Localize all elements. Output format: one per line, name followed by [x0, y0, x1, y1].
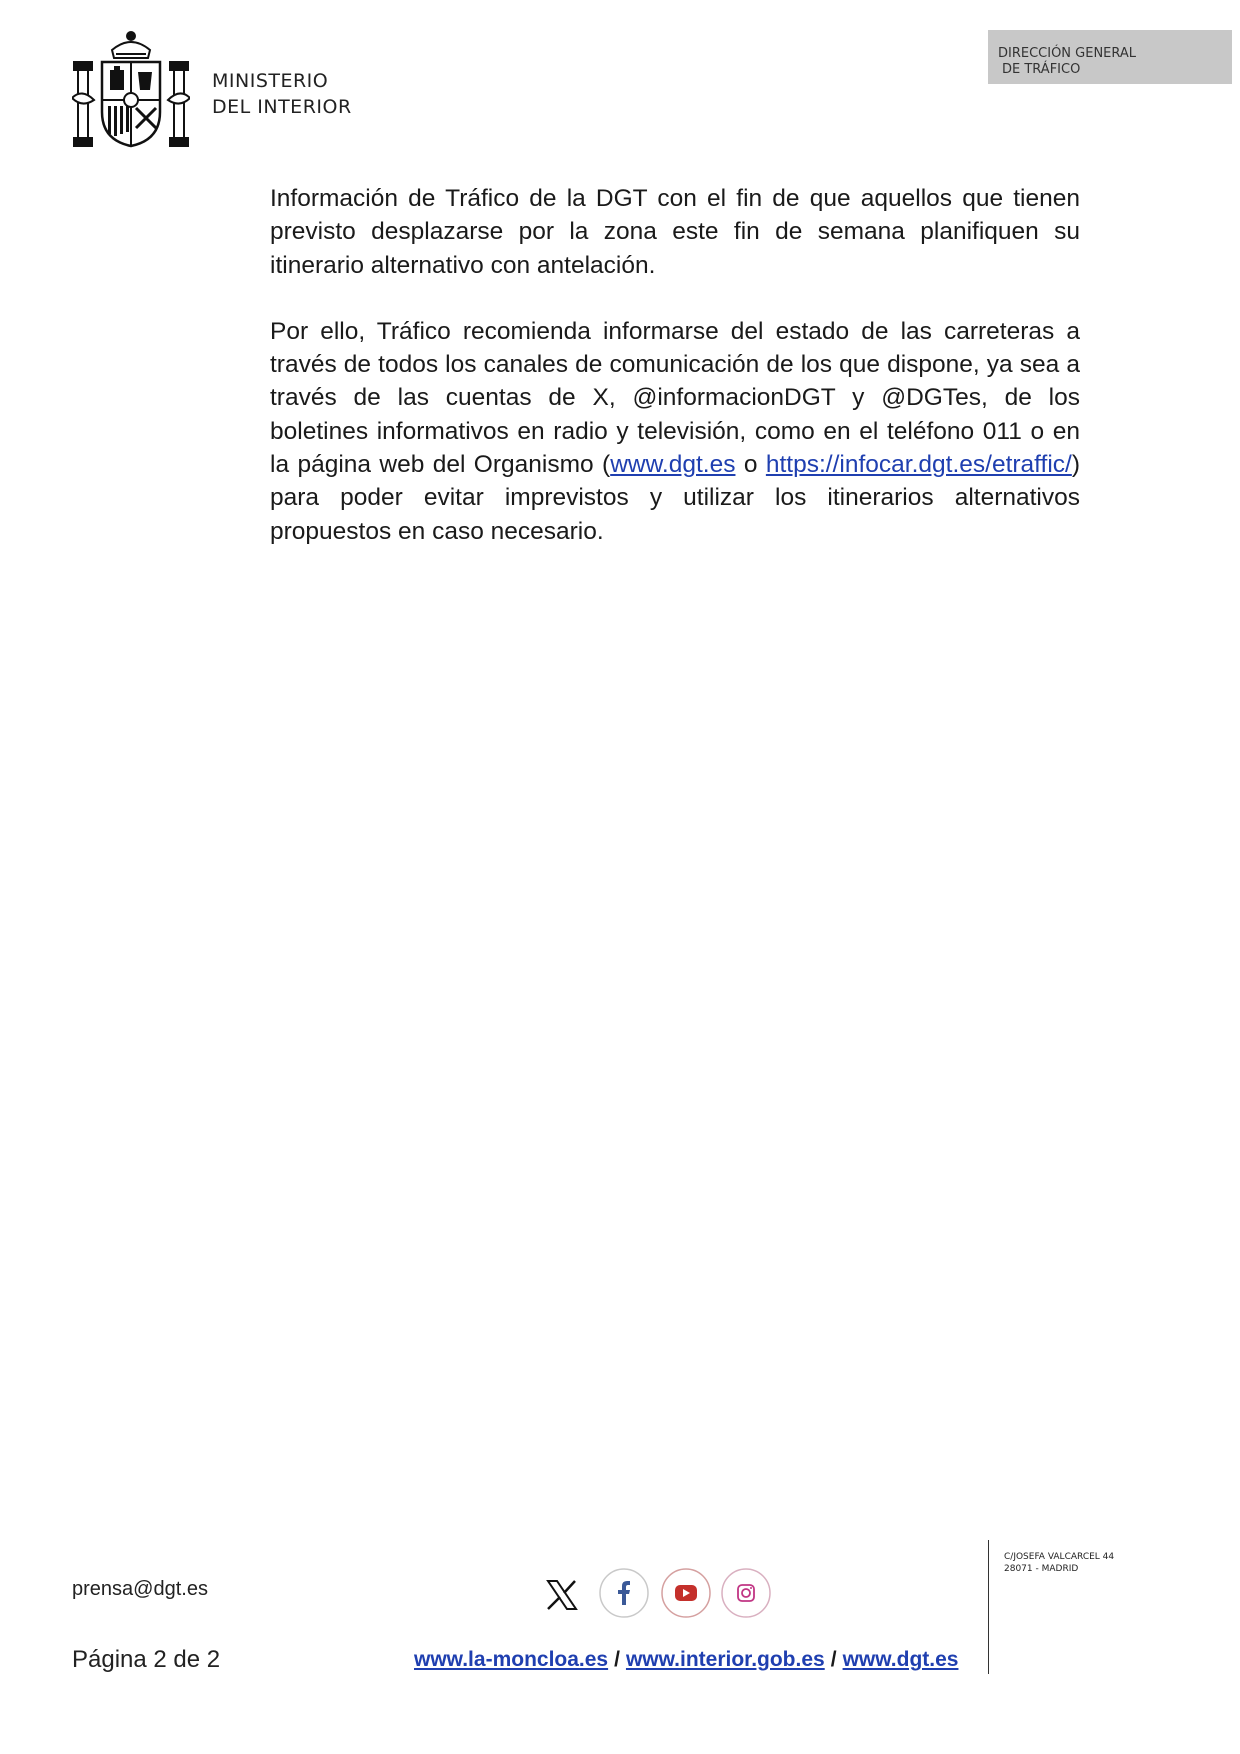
facebook-icon[interactable] [598, 1567, 650, 1619]
youtube-icon[interactable] [660, 1567, 712, 1619]
press-release-body [270, 182, 1080, 581]
moncloa-link[interactable]: www.la-moncloa.es [414, 1648, 609, 1671]
footer-links [414, 1648, 958, 1672]
dgt-header-box [988, 30, 1232, 84]
coat-of-arms-logo [72, 28, 190, 152]
postal-address [1004, 1551, 1114, 1575]
paragraph-2-start: Por ello, Tráfico recomienda informarse del estado de las carreteras a través de todos los canales de comunicación de los que dispone, ya sea a través de las cuentas de X, @informacionDGT y @DGTes, de los boletines informativos en radio y televisión, como en el teléfono 011 o en la página web del Organismo ( [270, 317, 1080, 479]
dgt-line-1: DIRECCIÓN GENERAL [998, 46, 1137, 61]
paragraph-1: Información de Tráfico de la DGT con el fin de que aquellos que tienen previsto desplazarse por la zona este fin de semana planifiquen su itinerario alternativo con antelación. [270, 185, 1080, 279]
instagram-icon[interactable] [720, 1567, 772, 1619]
dgt-line-2: DE TRÁFICO [1002, 62, 1081, 77]
dgt-footer-link[interactable]: www.dgt.es [842, 1648, 959, 1671]
address-line-1: C/JOSEFA VALCARCEL 44 [1004, 1552, 1115, 1562]
link-separator: / [614, 1648, 620, 1671]
page-number: Página 2 de 2 [72, 1646, 221, 1673]
paragraph-2 [270, 315, 1080, 548]
press-email: prensa@dgt.es [72, 1578, 208, 1600]
infocar-link[interactable]: https://infocar.dgt.es/etraffic/ [765, 451, 1072, 479]
address-line-2: 28071 - MADRID [1004, 1564, 1079, 1574]
ministry-line-2: DEL INTERIOR [212, 96, 352, 118]
ministry-name [212, 68, 352, 120]
footer-divider [988, 1540, 989, 1674]
paragraph-2-end: ) para poder evitar imprevistos y utilizar los itinerarios alternativos propuestos en caso necesario. [270, 451, 1081, 545]
paragraph-2-connector: o [735, 451, 766, 479]
interior-link[interactable]: www.interior.gob.es [625, 1648, 825, 1671]
dgt-website-link[interactable]: www.dgt.es [610, 451, 736, 479]
link-separator: / [830, 1648, 837, 1671]
ministry-line-1: MINISTERIO [212, 70, 329, 92]
x-icon[interactable] [546, 1580, 578, 1610]
